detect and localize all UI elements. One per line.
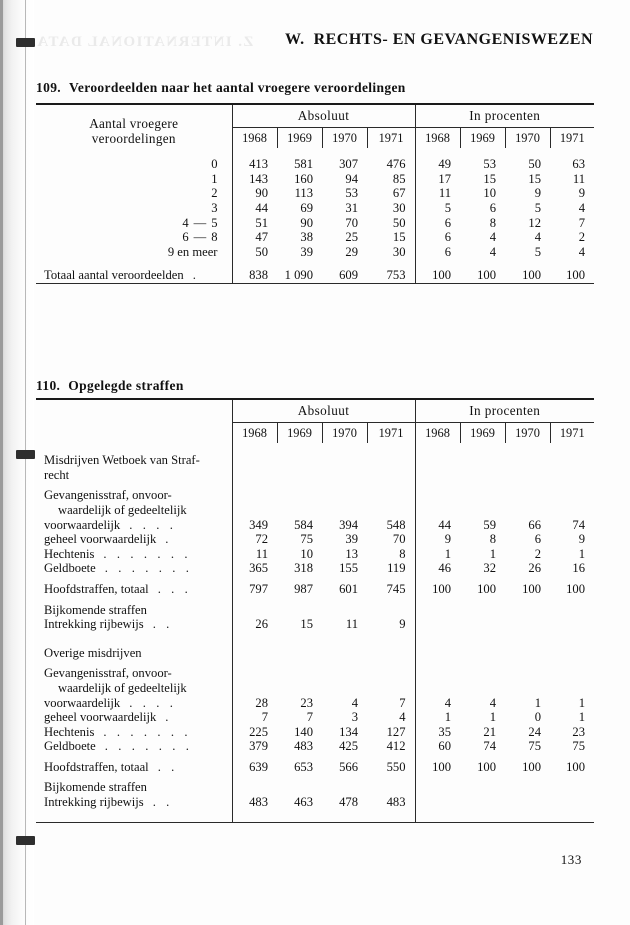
cell-pct-1: 4 [489,230,496,245]
cell-pct-2: 24 [528,724,541,739]
cell-pct-2: 75 [528,739,541,754]
table-109-pct-year-1970: 1970 [505,127,550,148]
total-abs-1: 1 090 [284,268,313,283]
table-row [36,561,594,576]
cell-pct-1: 32 [483,561,496,576]
table-110-abs-year-1968: 1968 [232,422,277,443]
cell-pct-0: 5 [415,201,460,216]
cell-pct-0: 49 [415,157,460,172]
table-109-abs-year-1970: 1970 [322,127,367,148]
cell-abs-2: 134 [339,724,358,739]
cell-abs-1: 113 [294,186,313,201]
cell-abs-1: 160 [294,171,313,186]
table-110-head [36,399,594,443]
table-bottom-rule [36,822,594,827]
row-label: Geldboete . . . . . . . [44,561,193,576]
table-109-pct-year-1969: 1969 [460,127,505,148]
table-109-number: 109. [36,80,62,95]
table-row [36,532,594,547]
cell-abs-2: 425 [339,739,358,754]
table-110-title-text: Opgelegde straffen [68,378,184,393]
cell-pct-2: 15 [528,171,541,186]
cell-pct-1: 1 [489,710,496,725]
cell-pct-1: 6 [489,200,496,215]
total-abs-2: 609 [339,268,358,283]
table-110-title [36,378,184,394]
table-spacer-row [36,148,594,157]
cell-pct-3: 63 [572,157,586,172]
row-label: Gevangenisstraf, onvoor- waardelijk of gedeeltelijk voorwaardelijk . . . . [44,488,187,532]
table-row [36,201,594,216]
cell-pct-3: 1 [578,546,586,561]
cell-abs-1: 75 [300,532,313,547]
cell-abs-3: 8 [399,546,406,561]
cell-pct-2: 100 [522,581,541,596]
cell-pct-2: 1 [534,695,541,710]
table-109-group-procenten: In procenten [415,104,594,127]
table-110-number: 110. [36,378,61,393]
cell-pct-2: 0 [534,710,541,725]
table-110-abs-year-1971: 1971 [367,422,415,443]
cell-abs-1: 69 [300,200,313,215]
cell-pct-0: 44 [415,488,460,532]
table-109-head [36,104,594,148]
row-label: 2 [211,186,218,201]
cell-pct-1: 59 [483,517,496,532]
cell-pct-0: 60 [415,739,460,754]
cell-pct-3: 75 [572,739,586,754]
cell-pct-3: 1 [578,695,586,710]
row-label: 1 [211,171,218,186]
cell-pct-3: 7 [578,215,586,230]
cell-pct-3: 2 [578,230,586,245]
row-label: Gevangenisstraf, onvoor- waardelijk of gedeeltelijk voorwaardelijk . . . . [44,666,187,710]
cell-abs-1: 38 [300,230,313,245]
cell-pct-2: 66 [528,517,541,532]
cell-abs-2: 307 [339,157,358,172]
cell-pct-1 [460,617,505,632]
cell-abs-3: 4 [399,710,406,725]
total-row-label: Totaal aantal veroordeelden . [44,268,200,283]
row-label: Hoofdstraffen, totaal . . . [44,581,192,596]
table-row [36,739,594,754]
cell-abs-1: 987 [294,581,313,596]
section-heading: Overige misdrijven [44,645,142,660]
table-row [36,172,594,187]
cell-abs-2: 478 [339,795,358,810]
table-110-body [36,443,594,826]
row-label: Hechtenis . . . . . . . [44,724,192,739]
cell-abs-0: 28 [232,666,277,710]
cell-abs-3: 745 [386,581,406,596]
cell-pct-3: 16 [572,561,586,576]
cell-pct-0: 4 [415,666,460,710]
cell-abs-2: 394 [339,517,358,532]
table-110-pct-year-1968: 1968 [415,422,460,443]
cell-pct-2: 9 [534,186,541,201]
table-row [36,245,594,260]
cell-pct-1: 100 [477,759,496,774]
table-row [36,216,594,231]
cell-abs-0: 349 [232,488,277,532]
table-row [36,617,594,632]
table-row [36,230,594,245]
cell-abs-2: 601 [339,581,358,596]
cell-pct-1: 15 [483,171,496,186]
cell-pct-2: 5 [534,200,541,215]
cell-pct-0: 35 [415,725,460,740]
row-label: Intrekking rijbewijs . . [44,795,173,810]
cell-abs-3: 30 [392,200,406,215]
cell-pct-2 [505,795,550,810]
cell-pct-0: 6 [415,216,460,231]
table-110-group-header-row [36,399,594,422]
table-110-group-absoluut: Absoluut [232,399,415,422]
table-total-row [36,268,594,283]
table-109-group-absoluut: Absoluut [232,104,415,127]
table-109-abs-year-1971: 1971 [367,127,415,148]
cell-abs-1: 584 [294,517,313,532]
row-label: Hoofdstraffen, totaal . . [44,759,178,774]
row-label: Intrekking rijbewijs . . [44,617,173,632]
row-label: Hechtenis . . . . . . . [44,546,192,561]
cell-abs-2: 4 [351,695,358,710]
table-row [36,547,594,562]
cell-abs-3: 7 [399,695,406,710]
cell-abs-2: 13 [345,546,358,561]
cell-abs-1: 653 [294,759,313,774]
table-109-abs-year-1968: 1968 [232,127,277,148]
cell-abs-1: 23 [300,695,313,710]
table-109-abs-year-1969: 1969 [277,127,322,148]
cell-abs-1: 7 [306,710,313,725]
table-row [36,760,594,775]
table-110-pct-year-1969: 1969 [460,422,505,443]
cell-abs-0: 26 [232,617,277,632]
table-spacer-row [36,810,594,823]
cell-pct-0: 6 [415,230,460,245]
cell-abs-0: 44 [232,201,277,216]
cell-pct-0: 17 [415,172,460,187]
row-label: Geldboete . . . . . . . [44,739,193,754]
row-label: 6 — 8 [182,230,218,245]
cell-pct-3: 1 [578,710,586,725]
cell-abs-0: 379 [232,739,277,754]
cell-abs-3: 550 [386,759,406,774]
total-pct-3: 100 [566,268,586,283]
cell-abs-1: 483 [294,739,313,754]
cell-pct-0: 9 [415,532,460,547]
cell-abs-0: 50 [232,245,277,260]
total-pct-0: 100 [415,268,460,283]
row-label: 4 — 5 [182,215,218,230]
cell-pct-1: 53 [483,157,496,172]
stub-header-line-1: Aantal vroegere [89,116,179,131]
table-110-abs-year-1969: 1969 [277,422,322,443]
cell-abs-1: 140 [294,724,313,739]
page-number: 133 [560,852,582,867]
cell-abs-3: 476 [386,157,406,172]
table-row [36,582,594,597]
sub-heading-row [36,603,594,618]
table-109 [36,103,594,290]
cell-pct-0: 46 [415,561,460,576]
cell-abs-2: 94 [345,171,358,186]
cell-pct-0: 1 [415,547,460,562]
section-heading-row [36,453,594,482]
cell-pct-1: 4 [489,244,496,259]
cell-pct-1: 74 [483,739,496,754]
cell-abs-0: 413 [232,157,277,172]
cell-abs-1: 10 [300,546,313,561]
cell-pct-0: 100 [415,760,460,775]
table-spacer-row [36,632,594,646]
total-pct-2: 100 [522,268,541,283]
cell-abs-1: 463 [294,795,313,810]
cell-pct-2: 5 [534,244,541,259]
row-label: geheel voorwaardelijk . [44,532,172,547]
cell-pct-0: 11 [415,186,460,201]
cell-pct-2: 6 [534,532,541,547]
cell-pct-2: 12 [528,215,541,230]
cell-pct-3: 4 [578,244,586,259]
cell-pct-3: 74 [572,517,586,532]
sub-heading-row [36,780,594,795]
table-row [36,795,594,810]
cell-abs-0: 225 [232,725,277,740]
cell-pct-3: 4 [578,200,586,215]
running-head-title: RECHTS- EN GEVANGENISWEZEN [313,31,593,48]
cell-abs-3: 412 [386,739,406,754]
table-row [36,666,594,710]
cell-pct-1: 100 [477,581,496,596]
cell-pct-3: 9 [578,186,586,201]
row-label: 3 [211,200,218,215]
running-head-marker: W. [285,31,305,48]
bleed-through-text: Z. INTERNATIONAL DATA [36,34,254,50]
table-bottom-rule [36,283,594,290]
section-heading-row [36,646,594,661]
cell-pct-3: 100 [566,581,586,596]
table-row [36,488,594,532]
stub-header-line-2: veroordelingen [91,130,176,146]
cell-abs-0: 483 [232,795,277,810]
cell-pct-0: 1 [415,710,460,725]
cell-abs-2: 155 [339,561,358,576]
total-pct-1: 100 [477,268,496,283]
cell-abs-3: 127 [386,724,406,739]
cell-abs-1: 15 [300,617,313,632]
cell-pct-2: 2 [534,546,541,561]
running-head [285,31,593,49]
table-spacer-row [36,259,594,268]
table-110-pct-year-1971: 1971 [550,422,594,443]
cell-abs-0: 51 [232,216,277,231]
row-label: geheel voorwaardelijk . [44,710,172,725]
cell-pct-3: 23 [572,724,586,739]
sub-heading: Bijkomende straffen [44,780,147,795]
cell-abs-3: 70 [392,532,406,547]
table-row [36,186,594,201]
cell-pct-3: 100 [566,759,586,774]
row-label: 0 [211,157,218,172]
cell-abs-2: 53 [345,186,358,201]
table-109-title [36,80,406,96]
table-110-abs-year-1970: 1970 [322,422,367,443]
cell-pct-0: 100 [415,582,460,597]
cell-abs-0: 47 [232,230,277,245]
cell-pct-1: 4 [489,695,496,710]
table-110-pct-year-1970: 1970 [505,422,550,443]
cell-pct-1: 1 [489,546,496,561]
cell-abs-1: 581 [294,157,313,172]
cell-abs-0: 797 [232,582,277,597]
cell-pct-3: 11 [572,171,586,186]
sub-heading: Bijkomende straffen [44,602,147,617]
cell-abs-3: 483 [386,795,406,810]
cell-pct-2: 50 [528,157,541,172]
table-110-group-procenten: In procenten [415,399,594,422]
cell-abs-3: 9 [399,617,406,632]
cell-pct-1: 21 [483,724,496,739]
table-row [36,710,594,725]
cell-abs-3: 30 [392,244,406,259]
cell-abs-2: 70 [345,215,358,230]
cell-abs-2: 566 [339,759,358,774]
cell-pct-2: 4 [534,230,541,245]
cell-abs-2: 29 [345,244,358,259]
cell-abs-0: 639 [232,760,277,775]
table-109-group-header-row [36,104,594,127]
cell-pct-2: 100 [522,759,541,774]
cell-pct-3 [550,795,594,810]
cell-abs-3: 85 [392,171,406,186]
cell-abs-0: 90 [232,186,277,201]
cell-pct-2 [505,617,550,632]
cell-abs-0: 72 [232,532,277,547]
cell-abs-0: 7 [232,710,277,725]
section-heading: Misdrijven Wetboek van Straf- recht [44,453,200,482]
cell-abs-2: 11 [345,617,358,632]
cell-abs-3: 50 [392,215,406,230]
table-109-pct-year-1971: 1971 [550,127,594,148]
cell-pct-0 [415,617,460,632]
cell-abs-0: 143 [232,172,277,187]
cell-abs-3: 548 [386,517,406,532]
cell-abs-0: 11 [232,547,277,562]
row-label: 9 en meer [167,244,218,259]
cell-pct-1: 10 [483,186,496,201]
cell-abs-2: 39 [345,532,358,547]
cell-pct-0 [415,795,460,810]
table-109-body [36,148,594,290]
cell-abs-3: 67 [392,186,406,201]
cell-abs-3: 15 [392,230,406,245]
cell-pct-3 [550,617,594,632]
cell-abs-2: 3 [351,710,358,725]
table-row [36,725,594,740]
table-109-title-text: Veroordeelden naar het aantal vroegere veroordelingen [69,80,406,95]
table-109-pct-year-1968: 1968 [415,127,460,148]
total-abs-0: 838 [232,268,277,283]
table-spacer-row [36,443,594,453]
cell-pct-1: 8 [489,215,496,230]
table-110 [36,398,594,827]
cell-abs-1: 90 [300,215,313,230]
cell-pct-2: 26 [528,561,541,576]
cell-pct-1 [460,795,505,810]
cell-abs-2: 31 [345,200,358,215]
table-109-stub-header [36,104,232,148]
table-row [36,157,594,172]
cell-pct-3: 9 [578,532,586,547]
cell-abs-1: 318 [294,561,313,576]
cell-abs-3: 119 [387,561,406,576]
cell-pct-0: 6 [415,245,460,260]
cell-abs-0: 365 [232,561,277,576]
table-110-stub-header [36,399,232,443]
cell-abs-2: 25 [345,230,358,245]
cell-pct-1: 8 [489,532,496,547]
total-abs-3: 753 [386,268,406,283]
cell-abs-1: 39 [300,244,313,259]
